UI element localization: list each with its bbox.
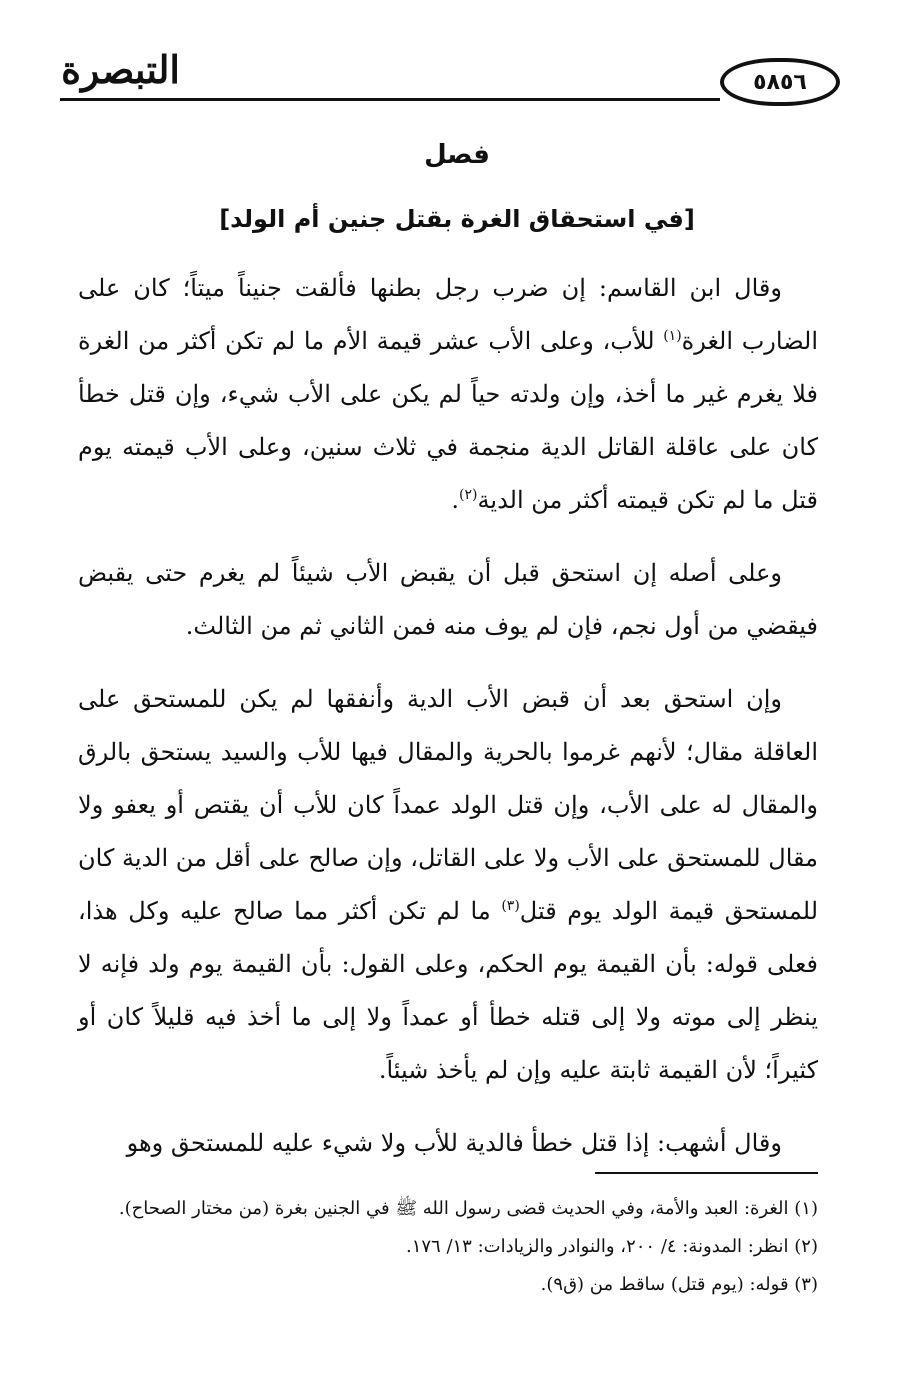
footnotes [78, 1190, 818, 1304]
paragraph-1 [78, 262, 818, 527]
footnote-ref-1: (١) [663, 328, 682, 344]
body-text [78, 262, 818, 1190]
footnote-2: (٢) انظر: المدونة: ٤/ ٢٠٠، والنوادر والزيادات: ١٣/ ١٧٦. [405, 1236, 818, 1257]
section-title: فصل [424, 140, 490, 170]
footnote-divider [595, 1172, 818, 1174]
paragraph-1-text-c: . [451, 486, 460, 514]
footnote-ref-2: (٢) [459, 487, 478, 503]
footnote-3: (٣) قوله: (يوم قتل) ساقط من (ق٩). [540, 1274, 818, 1295]
paragraph-3 [78, 673, 818, 1097]
paragraph-2: وعلى أصله إن استحق قبل أن يقبض الأب شيئاً لم يغرم حتى يقبض فيقضي من أول نجم، فإن لم يوف منه فمن الثاني ثم من الثالث. [78, 559, 818, 640]
page-header [60, 40, 840, 120]
section-subtitle: [في استحقاق الغرة بقتل جنين أم الولد] [219, 205, 695, 233]
book-title: التبصرة [61, 47, 180, 92]
paragraph-3-text-a: وإن استحق بعد أن قبض الأب الدية وأنفقها لم يكن للمستحق على العاقلة مقال؛ لأنهم غرموا بالحرية والمقال فيها للأب والسيد يستحق بالرق والمقال له على الأب، وإن قتل الولد عمداً كان للأب أن يقتص أو يعفو ولا مقال للمستحق على الأب ولا على القاتل، وإن صالح على أقل من الدية كان للمستحق قيمة الولد يوم قتل [78, 685, 819, 925]
paragraph-1-text-b: للأب، وعلى الأب عشر قيمة الأم ما لم تكن أكثر من الغرة فلا يغرم غير ما أخذ، وإن ولدته حياً لم يكن على الأب شيء، وإن قتل خطأ كان على عاقلة القاتل الدية منجمة في ثلاث سنين، وعلى الأب قيمته يوم قتل ما لم تكن قيمته أكثر من الدية [78, 327, 818, 514]
footnote-ref-3: (٣) [501, 898, 520, 914]
paragraph-1-text-a: وقال ابن القاسم: إن ضرب رجل بطنها فألقت جنيناً ميتاً؛ كان على الضارب الغرة [78, 274, 818, 355]
footnote-1: (١) الغرة: العبد والأمة، وفي الحديث قضى رسول الله ﷺ في الجنين بغرة (من مختار الصحاح). [118, 1198, 818, 1219]
page-number: ٥٨٥٦ [720, 58, 840, 106]
paragraph-4: وقال أشهب: إذا قتل خطأ فالدية للأب ولا شيء عليه للمستحق وهو [126, 1129, 782, 1157]
paragraph-3-text-b: ما لم تكن أكثر مما صالح عليه وكل هذا، فعلى قوله: بأن القيمة يوم الحكم، وعلى القول: بأن القيمة يوم ولد فإنه لا ينظر إلى موته ولا إلى قتله خطأ أو عمداً ولا إلى ما أخذ فيه قليلاً كان أو كثيراً؛ لأن القيمة ثابتة عليه وإن لم يأخذ شيئاً. [78, 897, 818, 1084]
header-rule [60, 98, 720, 101]
